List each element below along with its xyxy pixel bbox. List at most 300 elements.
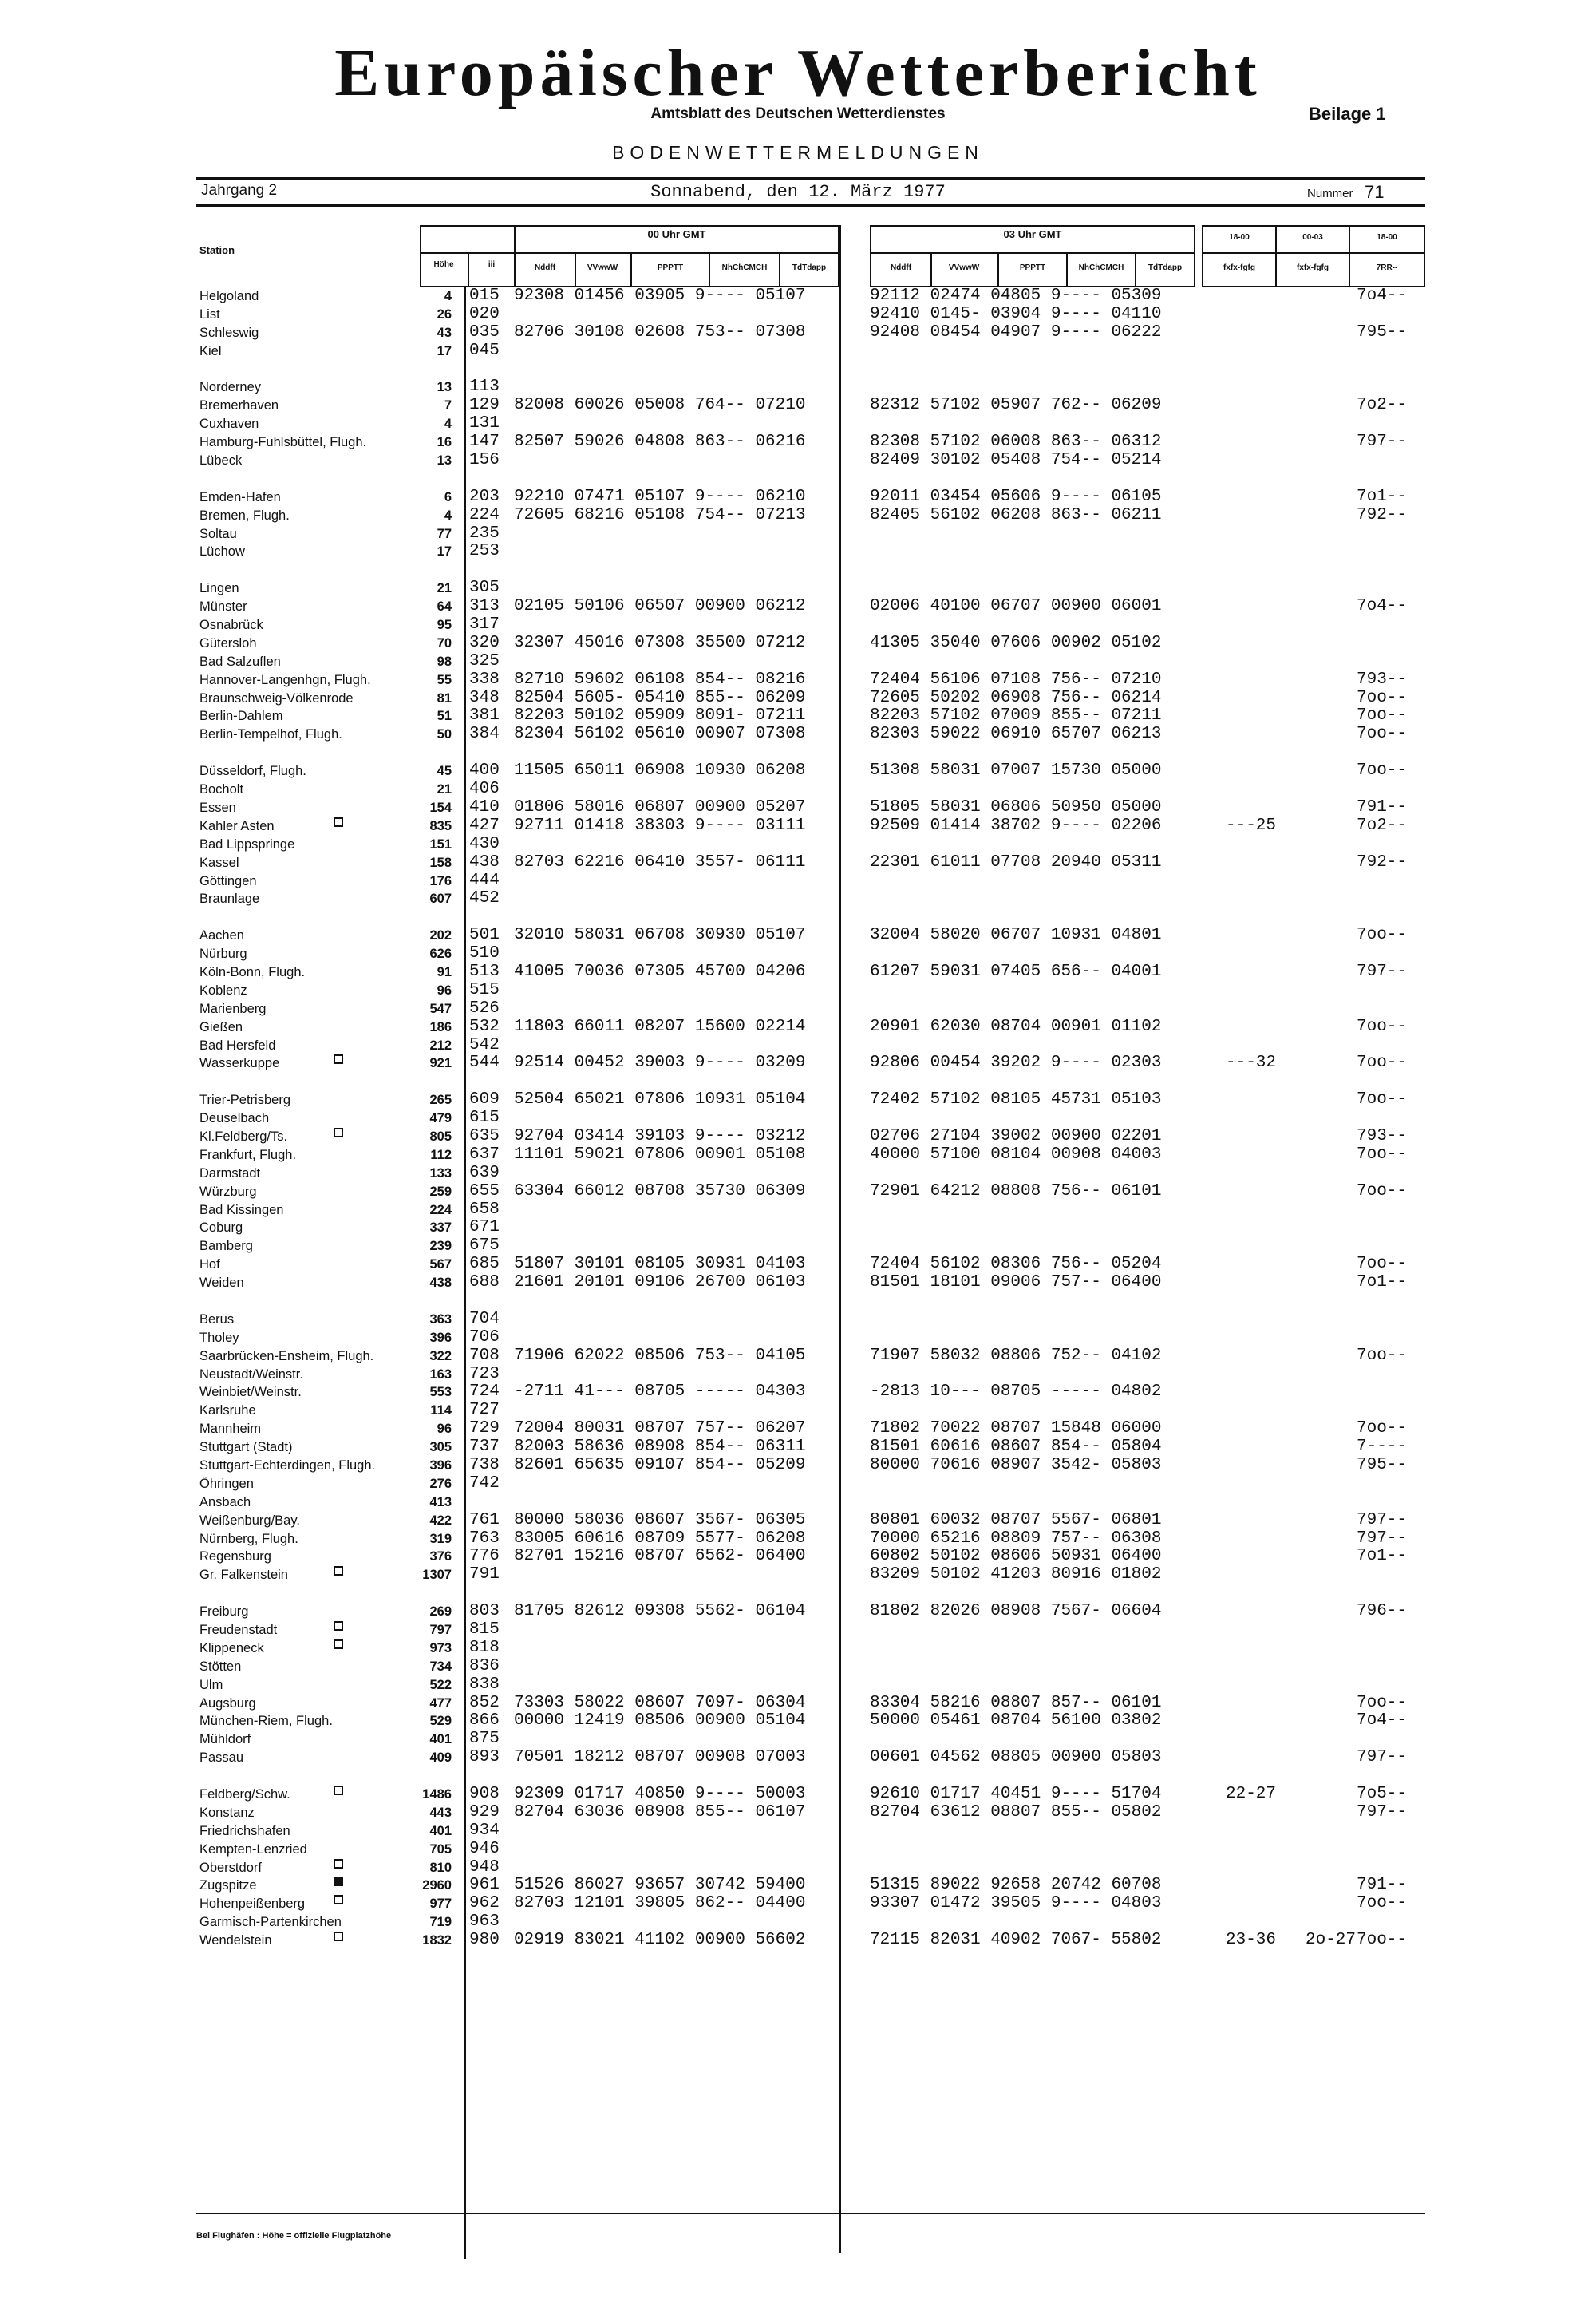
station-index: 452 xyxy=(469,889,500,908)
station-row xyxy=(0,982,1596,1000)
station-height: 567 xyxy=(429,1257,452,1272)
precip-group: 7---- xyxy=(1357,1438,1408,1457)
obs-03-gmt: 83209 50102 41203 80916 01802 xyxy=(870,1565,1162,1584)
filled-square-icon xyxy=(334,1877,343,1886)
col-nddff-03: Nddff xyxy=(890,263,912,272)
station-name: Regensburg xyxy=(200,1549,271,1564)
station-row xyxy=(0,579,1596,598)
station-name: Kahler Asten xyxy=(200,818,275,833)
station-height: 133 xyxy=(429,1165,452,1181)
station-index: 635 xyxy=(469,1126,500,1145)
station-index: 961 xyxy=(469,1876,500,1895)
precip-group: 7oo-- xyxy=(1357,1894,1408,1913)
station-row xyxy=(0,781,1596,799)
station-name: Bremen, Flugh. xyxy=(200,508,290,523)
station-name: Kempten-Lenzried xyxy=(200,1841,307,1857)
station-row xyxy=(0,1219,1596,1237)
station-row xyxy=(0,1695,1596,1713)
station-row xyxy=(0,836,1596,854)
obs-00-gmt: 82703 62216 06410 3557- 06111 xyxy=(514,852,806,872)
station-height: 158 xyxy=(429,855,452,870)
obs-00-gmt: 00000 12419 08506 00900 05104 xyxy=(514,1711,806,1730)
station-height: 265 xyxy=(429,1093,452,1108)
station-row xyxy=(0,1841,1596,1859)
station-row xyxy=(0,1037,1596,1055)
precip-group: 7oo-- xyxy=(1357,926,1408,945)
gust-18-00: 23-36 xyxy=(1226,1931,1277,1950)
station-height: 26 xyxy=(437,307,452,322)
obs-03-gmt: 82405 56102 06208 863-- 06211 xyxy=(870,505,1162,524)
station-name: Karlsruhe xyxy=(200,1403,256,1418)
obs-03-gmt: 92112 02474 04805 9---- 05309 xyxy=(870,287,1162,305)
station-row xyxy=(0,927,1596,945)
station-name: Augsburg xyxy=(200,1695,256,1711)
station-index: 156 xyxy=(469,451,500,470)
obs-03-gmt: 92408 08454 04907 9---- 06222 xyxy=(870,322,1162,342)
precip-group: 7o2-- xyxy=(1357,396,1408,415)
station-row xyxy=(0,1347,1596,1366)
station-index: 253 xyxy=(469,542,500,561)
obs-03-gmt: 72402 57102 08105 45731 05103 xyxy=(870,1090,1162,1109)
extra-bottom-3: 7RR-- xyxy=(1376,263,1398,272)
station-index: 045 xyxy=(469,341,500,360)
station-name: Göttingen xyxy=(200,873,257,888)
station-height: 977 xyxy=(429,1897,452,1912)
station-index: 706 xyxy=(469,1327,500,1347)
precip-group: 7oo-- xyxy=(1357,1090,1408,1109)
group-spacer xyxy=(0,361,1596,379)
station-name: Lüchow xyxy=(200,544,245,560)
station-name: Neustadt/Weinstr. xyxy=(200,1367,303,1382)
station-height: 529 xyxy=(429,1714,452,1729)
station-row xyxy=(0,671,1596,690)
obs-03-gmt: 92509 01414 38702 9---- 02206 xyxy=(870,816,1162,835)
station-index: 737 xyxy=(469,1438,500,1457)
top-rule xyxy=(196,177,1425,180)
station-index: 875 xyxy=(469,1730,500,1749)
station-name: Friedrichshafen xyxy=(200,1823,290,1838)
obs-00-gmt: 72004 80031 08707 757-- 06207 xyxy=(514,1419,806,1438)
station-height: 4 xyxy=(444,508,452,523)
obs-00-gmt: 51526 86027 93657 30742 59400 xyxy=(514,1876,806,1895)
station-name: Braunschweig-Völkenrode xyxy=(200,690,354,706)
station-index: 400 xyxy=(469,761,500,781)
station-index: 305 xyxy=(469,579,500,598)
obs-03-gmt: 82704 63612 08807 855-- 05802 xyxy=(870,1802,1162,1821)
station-row xyxy=(0,1913,1596,1932)
station-name: Köln-Bonn, Flugh. xyxy=(200,964,306,979)
station-height: 77 xyxy=(437,526,452,541)
station-index: 724 xyxy=(469,1382,500,1402)
station-index: 131 xyxy=(469,414,500,433)
extra-bottom-1: fxfx-fgfg xyxy=(1223,263,1255,272)
station-name: Coburg xyxy=(200,1220,243,1236)
extra-bottom-2: fxfx-fgfg xyxy=(1297,263,1329,272)
station-row xyxy=(0,598,1596,616)
station-row xyxy=(0,690,1596,708)
mountain-station-square-icon xyxy=(334,1054,343,1064)
station-name: Trier-Petrisberg xyxy=(200,1093,290,1108)
obs-00-gmt: 82008 60026 05008 764-- 07210 xyxy=(514,396,806,415)
station-index: 444 xyxy=(469,871,500,890)
mountain-station-square-icon xyxy=(334,1566,343,1576)
precip-group: 795-- xyxy=(1357,1456,1408,1474)
obs-03-gmt: 00601 04562 08805 00900 05803 xyxy=(870,1748,1162,1767)
station-index: 129 xyxy=(469,396,500,415)
station-index: 729 xyxy=(469,1419,500,1438)
precip-group: 797-- xyxy=(1357,962,1408,981)
group-spacer xyxy=(0,1292,1596,1311)
station-name: Hannover-Langenhgn, Flugh. xyxy=(200,672,371,687)
station-index: 738 xyxy=(469,1456,500,1474)
station-row xyxy=(0,1658,1596,1676)
gust-00-03: 2o-27 xyxy=(1306,1931,1357,1950)
mountain-station-square-icon xyxy=(334,1859,343,1869)
station-height: 45 xyxy=(437,764,452,779)
station-index: 742 xyxy=(469,1473,500,1493)
obs-03-gmt: 70000 65216 08809 757-- 06308 xyxy=(870,1529,1162,1548)
station-name: Bad Hersfeld xyxy=(200,1038,276,1053)
obs-00-gmt: 71906 62022 08506 753-- 04105 xyxy=(514,1346,806,1365)
station-name: Berlin-Dahlem xyxy=(200,709,283,724)
station-row xyxy=(0,452,1596,470)
gust-18-00: ---32 xyxy=(1226,1054,1277,1073)
group-spacer xyxy=(0,1584,1596,1603)
station-name: Cuxhaven xyxy=(200,417,259,432)
station-height: 55 xyxy=(437,672,452,687)
station-height: 151 xyxy=(429,837,452,852)
mountain-station-square-icon xyxy=(334,1786,343,1795)
station-index: 203 xyxy=(469,487,500,506)
obs-03-gmt: 41305 35040 07606 00902 05102 xyxy=(870,633,1162,652)
station-index: 501 xyxy=(469,926,500,945)
station-name: Öhringen xyxy=(200,1476,254,1491)
station-row xyxy=(0,890,1596,908)
station-index: 338 xyxy=(469,670,500,689)
mountain-station-square-icon xyxy=(334,1895,343,1904)
station-height: 81 xyxy=(437,690,452,706)
station-height: 186 xyxy=(429,1019,452,1034)
station-height: 4 xyxy=(444,417,452,432)
station-row xyxy=(0,799,1596,817)
station-name: Passau xyxy=(200,1750,244,1766)
subtitle: Amtsblatt des Deutschen Wetterdienstes xyxy=(650,105,946,122)
station-name: Hamburg-Fuhlsbüttel, Flugh. xyxy=(200,435,367,450)
obs-00-gmt: 11101 59021 07806 00901 05108 xyxy=(514,1145,806,1164)
station-row xyxy=(0,1183,1596,1201)
station-height: 64 xyxy=(437,599,452,615)
obs-03-gmt: 82308 57102 06008 863-- 06312 xyxy=(870,433,1162,452)
precip-group: 7oo-- xyxy=(1357,1181,1408,1200)
station-index: 948 xyxy=(469,1857,500,1877)
station-row xyxy=(0,1749,1596,1767)
group-spacer xyxy=(0,908,1596,927)
station-row xyxy=(0,1274,1596,1292)
station-index: 803 xyxy=(469,1602,500,1621)
station-height: 322 xyxy=(429,1348,452,1363)
station-height: 259 xyxy=(429,1184,452,1199)
precip-group: 7o4-- xyxy=(1357,1711,1408,1730)
precip-group: 7oo-- xyxy=(1357,706,1408,726)
station-index: 639 xyxy=(469,1163,500,1182)
station-row xyxy=(0,543,1596,561)
station-row xyxy=(0,1091,1596,1109)
station-row xyxy=(0,1786,1596,1804)
station-index: 963 xyxy=(469,1912,500,1932)
station-height: 734 xyxy=(429,1659,452,1674)
mountain-station-square-icon xyxy=(334,1932,343,1941)
precip-group: 797-- xyxy=(1357,433,1408,452)
station-row xyxy=(0,1256,1596,1274)
precip-group: 7oo-- xyxy=(1357,1931,1408,1950)
obs-00-gmt: 72605 68216 05108 754-- 07213 xyxy=(514,505,806,524)
gmt00-header: 00 Uhr GMT xyxy=(647,228,706,240)
precip-group: 793-- xyxy=(1357,670,1408,689)
station-row xyxy=(0,433,1596,452)
station-height: 239 xyxy=(429,1239,452,1254)
obs-00-gmt: 70501 18212 08707 00908 07003 xyxy=(514,1748,806,1767)
obs-00-gmt: 92514 00452 39003 9---- 03209 xyxy=(514,1054,806,1073)
jahrgang: Jahrgang 2 xyxy=(201,182,278,199)
station-index: 934 xyxy=(469,1821,500,1840)
col-vvwww-00: VVwwW xyxy=(587,263,618,272)
station-table xyxy=(0,287,1596,1950)
station-name: Deuselbach xyxy=(200,1111,270,1126)
station-index: 406 xyxy=(469,780,500,799)
station-index: 542 xyxy=(469,1035,500,1054)
station-index: 763 xyxy=(469,1529,500,1548)
obs-03-gmt: 20901 62030 08704 00901 01102 xyxy=(870,1017,1162,1036)
station-name: Stuttgart-Echterdingen, Flugh. xyxy=(200,1458,376,1473)
mountain-station-square-icon xyxy=(334,1128,343,1137)
station-name: Bremerhaven xyxy=(200,398,279,413)
station-index: 655 xyxy=(469,1181,500,1200)
station-row xyxy=(0,1804,1596,1822)
station-name: Bad Lippspringe xyxy=(200,837,295,852)
station-name: Gütersloh xyxy=(200,635,257,651)
station-index: 113 xyxy=(469,378,500,397)
footnote: Bei Flughäfen : Höhe = offizielle Flugplatzhöhe xyxy=(196,2231,392,2241)
station-name: Kl.Feldberg/Ts. xyxy=(200,1129,288,1144)
station-height: 607 xyxy=(429,892,452,907)
station-name: Düsseldorf, Flugh. xyxy=(200,764,306,779)
station-height: 626 xyxy=(429,947,452,962)
station-row xyxy=(0,945,1596,963)
station-height: 810 xyxy=(429,1860,452,1875)
station-height: 396 xyxy=(429,1458,452,1473)
station-index: 348 xyxy=(469,688,500,707)
precip-group: 7o1-- xyxy=(1357,1273,1408,1292)
obs-03-gmt: 51805 58031 06806 50950 05000 xyxy=(870,797,1162,817)
station-name: Oberstdorf xyxy=(200,1860,262,1875)
obs-00-gmt: 73303 58022 08607 7097- 06304 xyxy=(514,1693,806,1712)
station-index: 438 xyxy=(469,852,500,872)
station-name: Nürnberg, Flugh. xyxy=(200,1531,298,1546)
obs-00-gmt: 02919 83021 41102 00900 56602 xyxy=(514,1931,806,1950)
station-row xyxy=(0,378,1596,397)
precip-group: 7oo-- xyxy=(1357,725,1408,744)
station-index: 381 xyxy=(469,706,500,726)
obs-00-gmt: 92309 01717 40850 9---- 50003 xyxy=(514,1785,806,1804)
precip-group: 7oo-- xyxy=(1357,761,1408,781)
station-height: 438 xyxy=(429,1276,452,1291)
station-name: Gießen xyxy=(200,1019,243,1034)
station-row xyxy=(0,1877,1596,1895)
station-name: Gr. Falkenstein xyxy=(200,1568,288,1583)
station-index: 761 xyxy=(469,1510,500,1529)
obs-00-gmt: 11505 65011 06908 10930 06208 xyxy=(514,761,806,781)
obs-00-gmt: 82701 15216 08707 6562- 06400 xyxy=(514,1547,806,1566)
station-row xyxy=(0,1712,1596,1730)
station-name: Lübeck xyxy=(200,453,243,469)
station-name: Berlin-Tempelhof, Flugh. xyxy=(200,727,342,742)
station-row xyxy=(0,1512,1596,1530)
precip-group: 7o5-- xyxy=(1357,1785,1408,1804)
station-height: 797 xyxy=(429,1623,452,1638)
obs-03-gmt: 92011 03454 05606 9---- 06105 xyxy=(870,487,1162,506)
station-height: 422 xyxy=(429,1513,452,1528)
station-index: 313 xyxy=(469,597,500,616)
precip-group: 791-- xyxy=(1357,797,1408,817)
gmt00-sub-rule xyxy=(420,252,839,254)
station-row xyxy=(0,1493,1596,1512)
station-index: 852 xyxy=(469,1693,500,1712)
station-index: 708 xyxy=(469,1346,500,1365)
station-height: 176 xyxy=(429,873,452,888)
station-name: Kassel xyxy=(200,855,239,870)
precip-group: 7oo-- xyxy=(1357,1017,1408,1036)
station-name: Feldberg/Schw. xyxy=(200,1787,290,1802)
station-index: 866 xyxy=(469,1711,500,1730)
station-index: 815 xyxy=(469,1620,500,1639)
station-name: Saarbrücken-Ensheim, Flugh. xyxy=(200,1348,374,1363)
station-index: 688 xyxy=(469,1273,500,1292)
station-index: 791 xyxy=(469,1565,500,1584)
station-name: Freudenstadt xyxy=(200,1623,278,1638)
station-index: 615 xyxy=(469,1109,500,1128)
station-name: Osnabrück xyxy=(200,618,263,633)
station-height: 319 xyxy=(429,1531,452,1546)
station-row xyxy=(0,872,1596,891)
station-row xyxy=(0,1438,1596,1457)
obs-00-gmt: 82304 56102 05610 00907 07308 xyxy=(514,725,806,744)
station-height: 269 xyxy=(429,1604,452,1620)
station-height: 1307 xyxy=(422,1568,452,1583)
station-row xyxy=(0,1859,1596,1877)
obs-00-gmt: 82710 59602 06108 854-- 08216 xyxy=(514,670,806,689)
station-row xyxy=(0,1566,1596,1584)
obs-00-gmt: 52504 65021 07806 10931 05104 xyxy=(514,1090,806,1109)
station-row xyxy=(0,415,1596,433)
station-index: 427 xyxy=(469,816,500,835)
station-row xyxy=(0,1932,1596,1950)
station-index: 671 xyxy=(469,1218,500,1237)
station-row xyxy=(0,1822,1596,1841)
station-height: 4 xyxy=(444,289,452,303)
station-height: 2960 xyxy=(422,1878,452,1893)
station-height: 401 xyxy=(429,1732,452,1747)
obs-03-gmt: 61207 59031 07405 656-- 04001 xyxy=(870,962,1162,981)
station-height: 13 xyxy=(437,453,452,469)
station-height: 6 xyxy=(444,489,452,504)
precip-group: 7oo-- xyxy=(1357,1255,1408,1274)
station-index: 609 xyxy=(469,1090,500,1109)
station-index: 147 xyxy=(469,433,500,452)
header-divider xyxy=(468,252,469,287)
obs-03-gmt: 72404 56102 08306 756-- 05204 xyxy=(870,1255,1162,1274)
station-index: 235 xyxy=(469,524,500,543)
station-height: 17 xyxy=(437,544,452,560)
station-name: Nürburg xyxy=(200,947,247,962)
obs-03-gmt: 72605 50202 06908 756-- 06214 xyxy=(870,688,1162,707)
station-row xyxy=(0,616,1596,635)
station-height: 163 xyxy=(429,1367,452,1382)
station-name: Hof xyxy=(200,1257,220,1272)
station-row xyxy=(0,1402,1596,1420)
station-height: 413 xyxy=(429,1494,452,1509)
station-index: 818 xyxy=(469,1638,500,1657)
obs-03-gmt: 72115 82031 40902 7067- 55802 xyxy=(870,1931,1162,1950)
obs-00-gmt: 82504 5605- 05410 855-- 06209 xyxy=(514,688,806,707)
mountain-station-square-icon xyxy=(334,817,343,827)
obs-00-gmt: 83005 60616 08709 5577- 06208 xyxy=(514,1529,806,1548)
precip-group: 792-- xyxy=(1357,852,1408,872)
station-name: Bad Kissingen xyxy=(200,1202,284,1217)
station-row xyxy=(0,342,1596,361)
station-height: 409 xyxy=(429,1750,452,1766)
station-height: 91 xyxy=(437,964,452,979)
obs-03-gmt: 71802 70022 08707 15848 06000 xyxy=(870,1419,1162,1438)
precip-group: 7oo-- xyxy=(1357,1054,1408,1073)
obs-03-gmt: 02006 40100 06707 00900 06001 xyxy=(870,597,1162,616)
station-height: 396 xyxy=(429,1330,452,1345)
station-index: 020 xyxy=(469,304,500,323)
station-name: Frankfurt, Flugh. xyxy=(200,1147,297,1162)
obs-03-gmt: 22301 61011 07708 20940 05311 xyxy=(870,852,1162,872)
station-row xyxy=(0,1383,1596,1402)
station-height: 443 xyxy=(429,1805,452,1820)
station-height: 1832 xyxy=(422,1933,452,1948)
obs-00-gmt: 82203 50102 05909 8091- 07211 xyxy=(514,706,806,726)
station-row xyxy=(0,1895,1596,1913)
station-index: 224 xyxy=(469,505,500,524)
station-index: 532 xyxy=(469,1017,500,1036)
station-height: 96 xyxy=(437,1422,452,1437)
precip-group: 7o2-- xyxy=(1357,816,1408,835)
page-title: Europäischer Wetterbericht xyxy=(334,36,1262,110)
station-height: 51 xyxy=(437,709,452,724)
obs-03-gmt: 02706 27104 39002 00900 02201 xyxy=(870,1126,1162,1145)
obs-00-gmt: -2711 41--- 08705 ----- 04303 xyxy=(514,1382,806,1402)
station-header: Station xyxy=(200,244,235,256)
obs-03-gmt: 92610 01717 40451 9---- 51704 xyxy=(870,1785,1162,1804)
station-row xyxy=(0,1237,1596,1256)
precip-group: 793-- xyxy=(1357,1126,1408,1145)
station-row xyxy=(0,1146,1596,1165)
obs-00-gmt: 82703 12101 39805 862-- 04400 xyxy=(514,1894,806,1913)
station-row xyxy=(0,963,1596,982)
station-index: 015 xyxy=(469,287,500,305)
station-row xyxy=(0,1109,1596,1128)
station-name: Wendelstein xyxy=(200,1933,272,1948)
station-index: 685 xyxy=(469,1255,500,1274)
station-name: Bocholt xyxy=(200,782,244,797)
obs-03-gmt: -2813 10--- 08705 ----- 04802 xyxy=(870,1382,1162,1402)
station-height: 95 xyxy=(437,618,452,633)
station-row xyxy=(0,1311,1596,1329)
station-name: Hohenpeißenberg xyxy=(200,1897,306,1912)
station-index: 658 xyxy=(469,1200,500,1219)
